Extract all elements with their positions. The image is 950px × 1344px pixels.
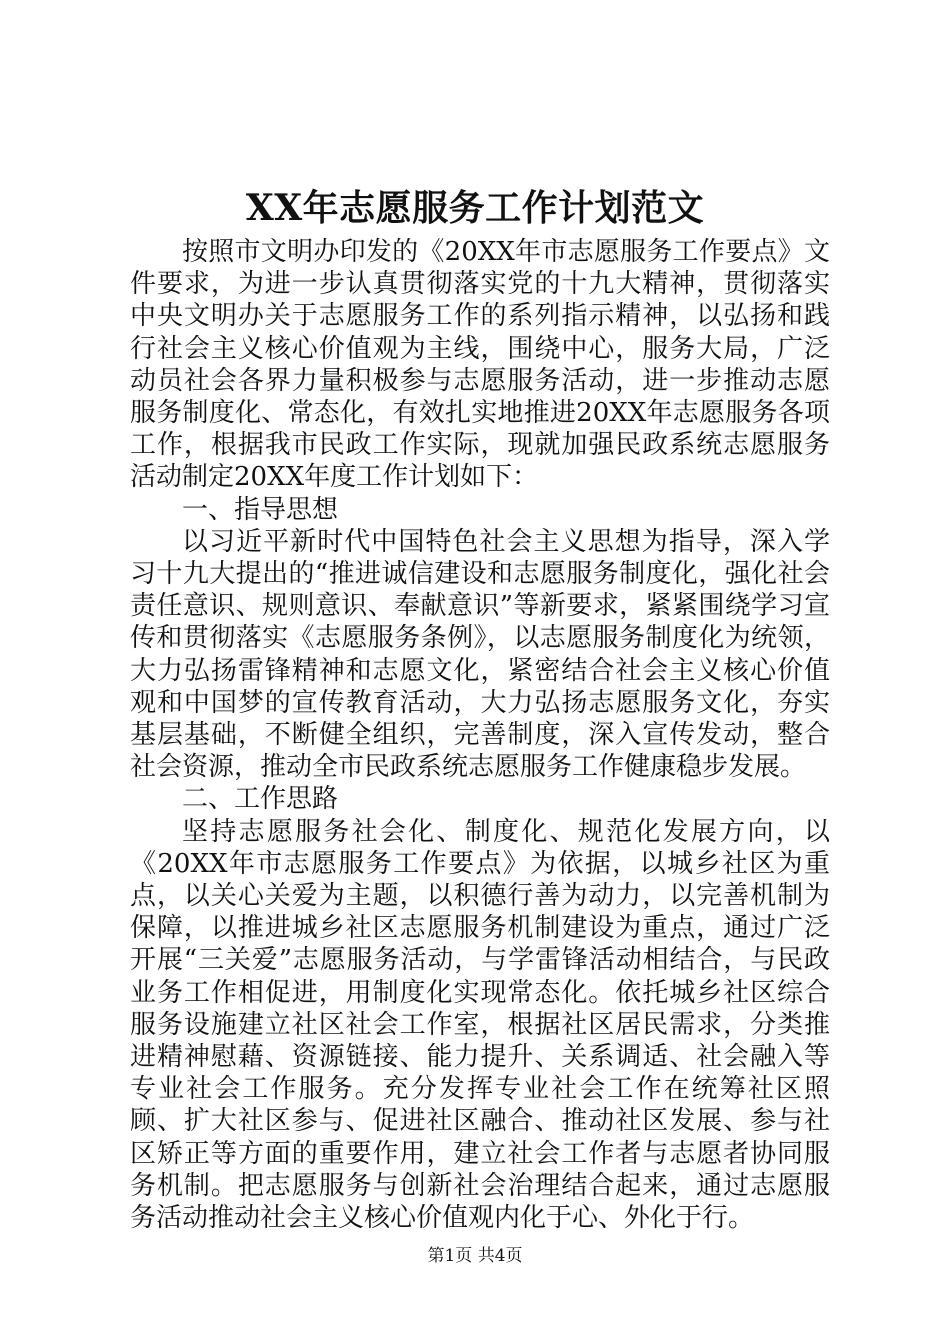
document-body bbox=[130, 236, 830, 1234]
section-heading-guiding-ideology: 一、指导思想 bbox=[182, 494, 339, 525]
section-heading-work-approach: 二、工作思路 bbox=[182, 784, 339, 815]
section-paragraph-guiding-ideology: 以习近平新时代中国特色社会主义思想为指导，深入学习十九大提出的“推进诚信建设和志愿服务制度化，强化社会责任意识、规则意识、奉献意识”等新要求，紧紧围绕学习宣传和贯彻落实《志愿服务条例》，以志愿服务制度化为统领，大力弘扬雷锋精神和志愿文化，紧密结合社会主义核心价值观和中国梦的宣传教育活动，大力弘扬志愿服务文化，夯实基层基础，不断健全组织，完善制度，深入宣传发动，整合社会资源，推动全市民政系统志愿服务工作健康稳步发展。 bbox=[130, 526, 830, 783]
intro-paragraph: 按照市文明办印发的《20XX年市志愿服务工作要点》文件要求，为进一步认真贯彻落实党的十九大精神，贯彻落实中央文明办关于志愿服务工作的系列指示精神，以弘扬和践行社会主义核心价值观为主线，围绕中心，服务大局，广泛动员社会各界力量积极参与志愿服务活动，进一步推动志愿服务制度化、常态化，有效扎实地推进20XX年志愿服务各项工作，根据我市民政工作实际，现就加强民政系统志愿服务活动制定20XX年度工作计划如下： bbox=[130, 237, 830, 493]
document-title: XX年志愿服务工作计划范文 bbox=[245, 187, 705, 229]
section-paragraph-work-approach: 坚持志愿服务社会化、制度化、规范化发展方向，以《20XX年市志愿服务工作要点》为依据，以城乡社区为重点，以关心关爱为主题，以积德行善为动力，以完善机制为保障，以推进城乡社区志愿服务机制建设为重点，通过广泛开展“三关爱”志愿服务活动，与学雷锋活动相结合，与民政业务工作相促进，用制度化实现常态化。依托城乡社区综合服务设施建立社区社会工作室，根据社区居民需求，分类推进精神慰藉、资源链接、能力提升、关系调适、社会融入等专业社会工作服务。充分发挥专业社会工作在统筹社区照顾、扩大社区参与、促进社区融合、推动社区发展、参与社区矫正等方面的重要作用，建立社会工作者与志愿者协同服务机制。把志愿服务与创新社会治理结合起来，通过志愿服务活动推动社会主义核心价值观内化于心、外化于行。 bbox=[130, 816, 830, 1234]
page-number-footer: 第1页 共4页 bbox=[427, 1246, 523, 1266]
